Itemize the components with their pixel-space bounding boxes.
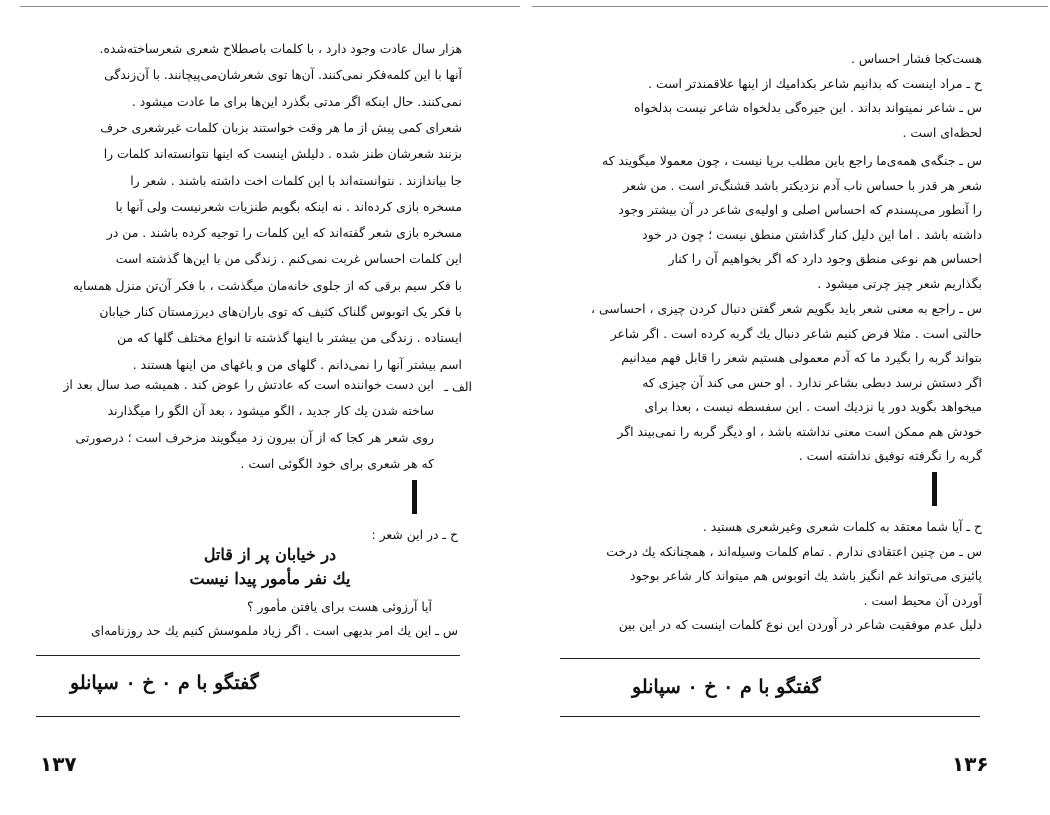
body-text-line: پائیزی می‌تواند غم انگیز باشد یك اتوبوس هم میتواند کار شاعر بوجود (630, 568, 982, 583)
body-text-line: گربه را نگرفته توفیق نداشته است . (798, 448, 982, 463)
body-text-line: س ـ راجع به معنی شعر باید بگویم شعر گفتن دنبال کردن چیزی ، احساسی ، (591, 301, 982, 316)
body-text-line: مسخره بازی کرده‌اند . نه اینکه بگویم طنزیات شعرنیست ولی آنها با (115, 198, 462, 214)
body-text-line: نمی‌کنند. حال اینکه اگر مدتی بگذرد این‌ها برای ما عادت میشود . (131, 93, 462, 109)
body-text-line: روی شعر هر کجا که از آن بیرون زد میگویند مزخرف است ؛ درصورتی (75, 429, 434, 445)
footer-rule-bottom (36, 716, 460, 717)
section-divider-bar (412, 480, 417, 514)
footer-rule-top (36, 655, 460, 656)
running-head: گفتگو با م ٠ خ ٠ سپانلو (70, 672, 259, 694)
body-text-line: ایستاده . زندگی من بیشتر با اینها گذشته تا انواع مختلف گلها که من (117, 330, 462, 346)
body-text-line: جا بیاندازند . نتوانسته‌اند با این کلمات اخت داشته باشند . شعر را (130, 172, 462, 188)
body-text-line: بگذاریم شعر چیز چرتی میشود . (817, 275, 982, 291)
body-text-line: داشته باشد . اما این دلیل کنار گذاشتن منطق نیست ؛ چون در خود (642, 226, 982, 242)
body-text-line: آنها با این کلمه‌فکر نمی‌کنند. آن‌ها توی شعرشان‌می‌پیچانند. با آن‌زندگی (104, 67, 462, 83)
body-text-line: اسم بیشتر آنها را نمی‌دانم . گلهای من و باغهای من اینها هستند . (132, 356, 462, 372)
paragraph-marker: الف ـ (444, 379, 472, 394)
body-text-line: هست‌کجا فشار احساس . (851, 51, 982, 66)
body-text-line: هزار سال عادت وجود دارد ، با کلمات باصطلاح شعری شعرساخته‌شده. (99, 41, 462, 56)
body-text-line: لحظه‌ای است . (902, 124, 982, 140)
footer-rule-bottom (560, 716, 980, 717)
body-text-line: بزنند شعرشان طنز شده . دلیلش اینست که اینها نتوانسته‌اند کلمات را (103, 146, 462, 162)
body-text-line: را آنطور می‌پسندم که احساس اصلی و اولیه‌ی شاعر در آن بیشتر وجود (618, 202, 982, 217)
body-text-line: با فکر یک اتوبوس گلناک کثیف که توی باران‌های دیرزمستان کنار خیابان (99, 304, 462, 319)
body-text-line: با فکر سیم برقی که از جلوی خانه‌مان میگذشت ، با فکر آن‌تن منزل همسایه (72, 277, 462, 293)
poem-line-1: در خیابان پر از قاتل (203, 545, 337, 564)
body-text-line: ساخته شدن یك کار جدید ، الگو میشود ، بعد آن الگو را میگذارند (107, 403, 434, 419)
body-text-line: خودش هم ممکن است معنی نداشته باشد ، او دیگر گربه را نمی‌بیند اگر (617, 423, 982, 439)
question-label: ح ـ در این شعر : (371, 527, 458, 542)
body-text-line: ح ـ مراد اینست که بدانیم شاعر بکدامیك از اینها علاقمندتر است . (648, 75, 982, 91)
footer-rule-top (560, 658, 980, 659)
body-text-line: شعر هر قدر با حساس ناب آدم نزدیکتر باشد قشنگ‌تر است . من شعر (623, 177, 982, 193)
body-text-line: س ـ جنگه‌ی همه‌ی‌ما راجع باین مطلب برپا نیست ، چون معمولا میگویند که (601, 153, 982, 168)
page-number: ۱۳۷ (40, 752, 77, 776)
left-page (0, 0, 522, 815)
body-text-line: ح ـ آیا شما معتقد به کلمات شعری وغیرشعری هستید . (702, 519, 982, 534)
page-number: ۱۳۶ (952, 752, 989, 776)
body-text-line: دلیل عدم موفقیت شاعر در آوردن این نوع کلمات اینست که در این بین (618, 617, 982, 632)
body-text-line: مسخره بازی شعر گفته‌اند که این کلمات را توجیه کرده باشند . من در (106, 225, 462, 241)
body-text-line: این دست خواننده است که عادتش را عوض کند . همیشه صد سال بعد از (63, 377, 434, 392)
body-text-line: این کلمات احساس غربت نمی‌کنم . زندگی من با این‌ها گذشته است (115, 251, 462, 267)
body-text-line: س ـ شاعر نمیتواند بداند . این جیره‌گی بدلخواه شاعر نیست بدلخواه (634, 100, 982, 115)
body-text-line: شعرای کمی پیش از ما هر وقت خواستند بزبان کلمات غیرشعری حرف (100, 119, 462, 135)
top-edge-line (20, 6, 520, 7)
body-text-line: س ـ من چنین اعتقادی ندارم . تمام کلمات وسیله‌اند ، همچنانکه یك درخت (606, 543, 982, 559)
body-text-line: که هر شعری برای خود الگوئی است . (240, 455, 434, 471)
right-page (522, 0, 1050, 815)
question-line: آیا آرزوئی هست برای یافتن مأمور ؟ (247, 599, 432, 614)
body-text-line: حالتی است . مثلا فرض کنیم شاعر دنبال یك گربه کرده است . اگر شاعر (610, 325, 982, 341)
body-text-line: بتواند گربه را بگیرد ما که آدم معمولی هستیم شعر را قابل فهم میدانیم (621, 350, 982, 365)
poem-line-2: یك نفر مأمور پیدا نیست (189, 569, 351, 588)
body-text-line: میخواهد بگوید دور یا نزدیك است . این سفسطه نیست ، بعدا برای (644, 399, 982, 414)
body-text-line: آوردن آن محیط است . (863, 592, 982, 608)
body-text-line: اگر دستش نرسد دبطی بشاعر ندارد . او حس می کند آن چیزی که (642, 374, 982, 390)
section-divider-bar (932, 472, 937, 506)
running-head: گفتگو با م ٠ خ ٠ سپانلو (632, 676, 821, 698)
top-edge-line (532, 6, 1048, 7)
body-text-line: احساس هم نوعی منطق وجود دارد که اگر بخواهیم آن را کنار (668, 251, 982, 266)
answer-line: س ـ این یك امر بدیهی است . اگر زیاد ملموسش کنیم یك حد روزنامه‌ای (90, 623, 458, 638)
